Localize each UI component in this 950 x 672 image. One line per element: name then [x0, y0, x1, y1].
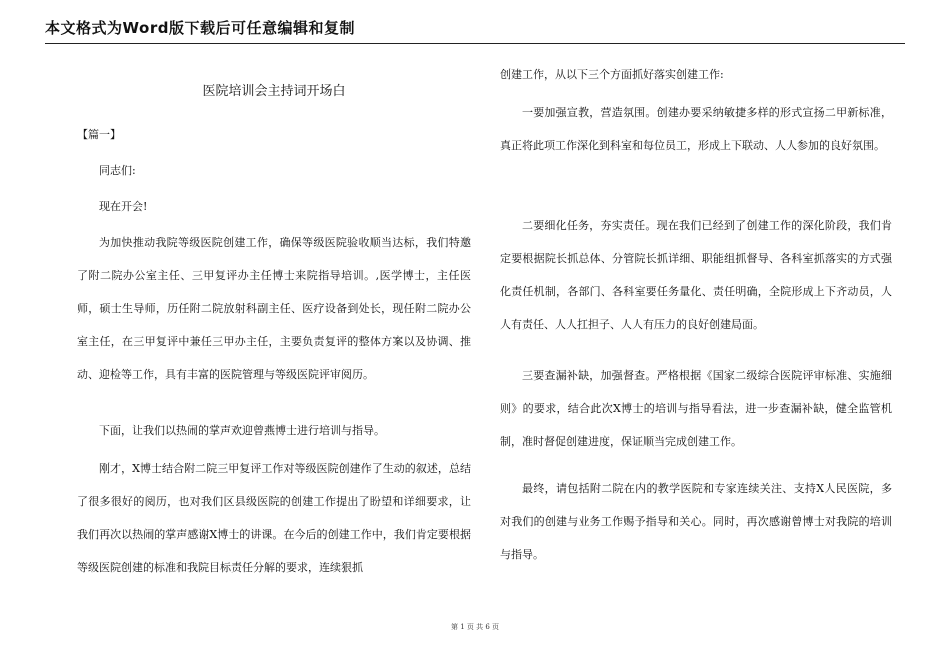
document-banner: [45, 14, 905, 44]
paragraph-opening: 现在开会!: [99, 200, 148, 213]
section-label: 【篇一】: [77, 128, 121, 141]
paragraph-continuation: 创建工作，从以下三个方面抓好落实创建工作:: [500, 68, 724, 81]
banner-text: 本文格式为Word版下载后可任意编辑和复制: [45, 19, 355, 37]
paragraph-greeting: 同志们:: [99, 164, 136, 177]
paragraph-point-three: 三要查漏补缺，加强督查。严格根据《国家二级综合医院评审标准、实施细则》的要求，结合此次X博士的培训与指导看法，进一步查漏补缺，健全监管机制，准时督促创建进度，保证顺当完成创建工作。: [500, 369, 892, 448]
paragraph-point-two: 二要细化任务，夯实责任。现在我们已经到了创建工作的深化阶段，我们肯定要根据院长抓总体、分管院长抓详细、职能组抓督导、各科室抓落实的方式强化责任机制，各部门、各科室要任务量化、责任明确，全院形成上下齐动员，人人有责任、人人扛担子、人人有压力的良好创建局面。: [500, 219, 892, 331]
paragraph-summary: 刚才，X博士结合附二院三甲复评工作对等级医院创建作了生动的叙述，总结了很多很好的阅历，也对我们区县级医院的创建工作提出了盼望和详细要求，让我们再次以热闹的掌声感谢X博士的讲课。在今后的创建工作中，我们肯定要根据等级医院创建的标准和我院目标责任分解的要求，连续狠抓: [77, 462, 471, 574]
paragraph-introduction: 为加快推动我院等级医院创建工作，确保等级医院验收顺当达标，我们特邀了附二院办公室主任、三甲复评办主任博士来院指导培训。,医学博士，主任医师，硕士生导师，历任附二院放射科副主任、医疗设备到处长，现任附二院办公室主任，在三甲复评中兼任三甲办主任，主要负责复评的整体方案以及协调、推动、迎检等工作，具有丰富的医院管理与等级医院评审阅历。: [77, 236, 471, 381]
document-title: 医院培训会主持词开场白: [202, 84, 346, 99]
paragraph-welcome: 下面，让我们以热闹的掌声欢迎曾燕博士进行培训与指导。: [99, 424, 385, 437]
page-number: 第 1 页 共 6 页: [450, 623, 500, 631]
paragraph-closing: 最终，请包括附二院在内的教学医院和专家连续关注、支持X人民医院，多对我们的创建与业务工作赐予指导和关心。同时，再次感谢曾博士对我院的培训与指导。: [500, 482, 892, 561]
paragraph-point-one: 一要加强宣教，营造氛围。创建办要采纳敏捷多样的形式宣扬二甲新标准，真正将此项工作深化到科室和每位员工，形成上下联动、人人参加的良好氛围。: [500, 106, 892, 152]
